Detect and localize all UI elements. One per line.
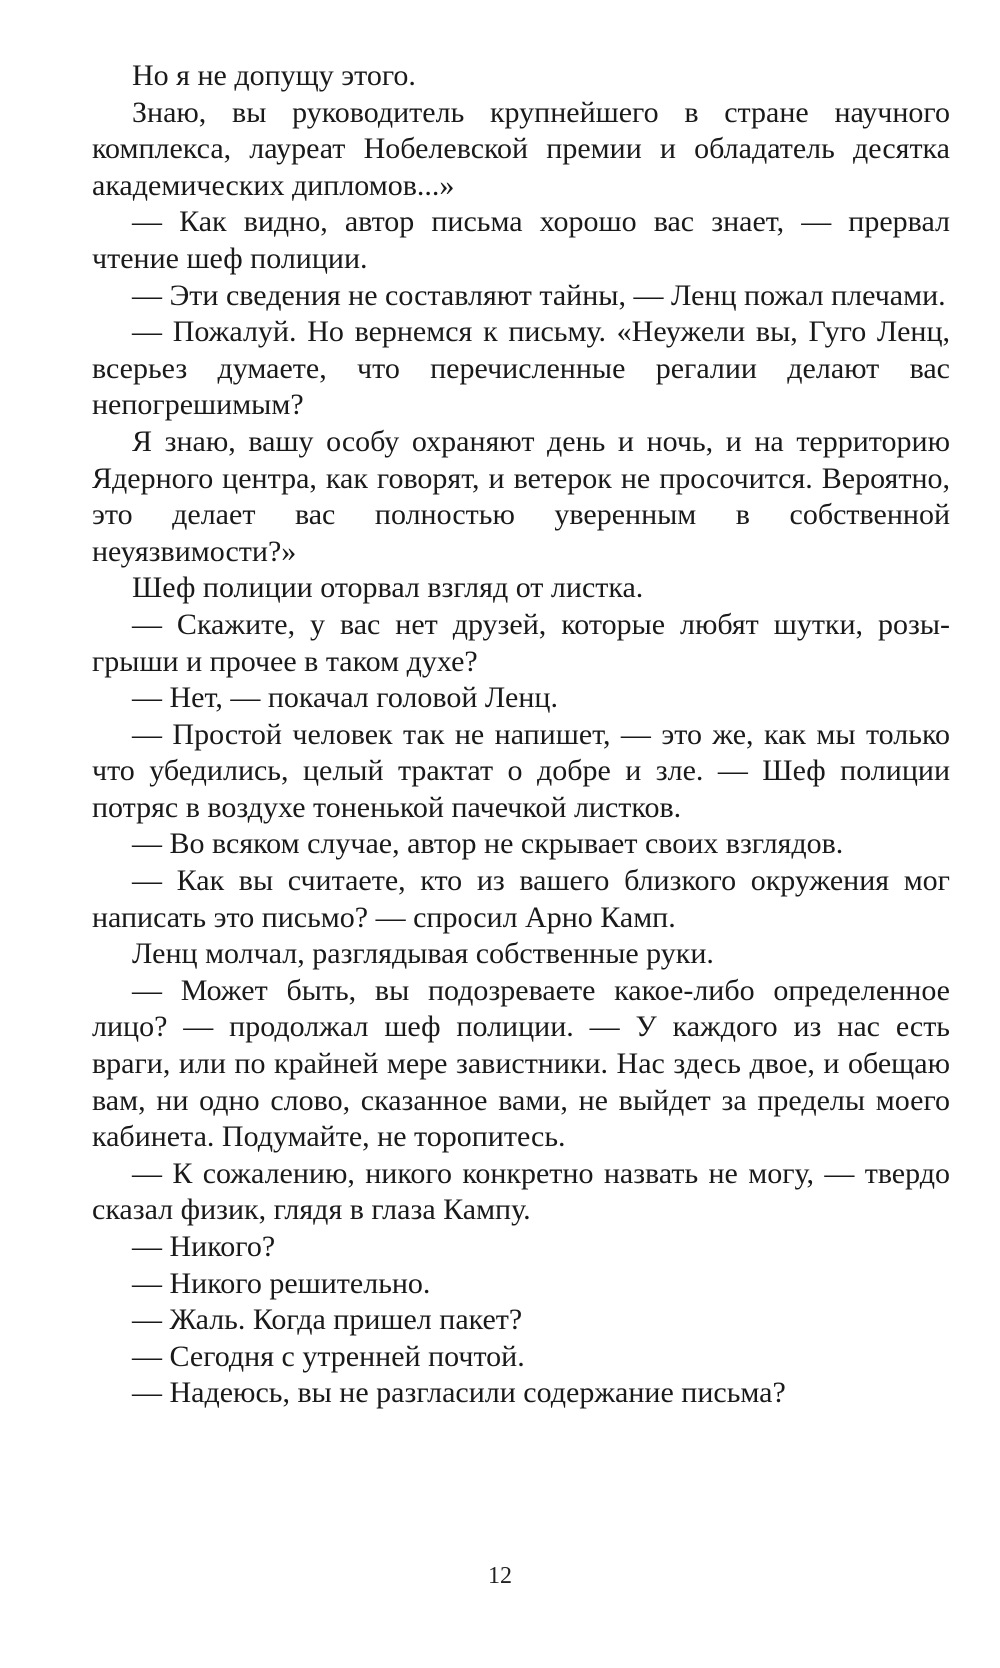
paragraph: — Сегодня с утренней почтой. <box>132 1339 525 1373</box>
paragraph: — Надеюсь, вы не разгласили содержание письма? <box>132 1376 786 1410</box>
paragraph: Но я не допущу этого. <box>132 59 416 92</box>
paragraph: Я знаю, вашу особу охраняют день и ночь, и на территорию Ядерного центра, как говорят, и ветерок не просочится. Вероятно, это делает вас полностью уверенным в собственной неуязвимости?» <box>92 424 950 568</box>
paragraph: — Эти сведения не составляют тайны, — Ленц пожал плечами. <box>132 278 946 312</box>
paragraph: Шеф полиции оторвал взгляд от листка. <box>132 571 644 605</box>
paragraph: — Простой человек так не напишет, — это же, как мы только что убедились, целый трактат о добре и зле. — Шеф полиции потряс в воздухе тоненькой пачечкой листков. <box>92 717 950 824</box>
paragraph: — Во всяком случае, автор не скрывает своих взглядов. <box>132 827 844 861</box>
page-body <box>92 58 950 1412</box>
page-number: 12 <box>488 1563 512 1589</box>
paragraph: — Может быть, вы подозреваете какое-либо определенное лицо? — продолжал шеф полиции. — У каждого из нас есть враги, или по крайней мере завистники. Нас здесь двое, и обещаю вам, ни одно слово, сказанное вами, не выйдет за пределы моего кабинета. Подумайте, не торопитесь. <box>92 973 950 1154</box>
paragraph: — Жаль. Когда пришел пакет? <box>132 1303 523 1337</box>
paragraph: — К сожалению, никого конкретно назвать не могу, — твердо сказал физик, глядя в глаза Кампу. <box>92 1156 950 1227</box>
paragraph: — Никого решительно. <box>132 1266 431 1300</box>
paragraph: — Никого? <box>132 1230 276 1263</box>
paragraph: — Скажите, у вас нет друзей, которые любят шутки, розыгрыши и прочее в таком духе? <box>92 607 950 678</box>
paragraph: Ленц молчал, разглядывая собственные руки. <box>132 937 714 971</box>
paragraph: — Пожалуй. Но вернемся к письму. «Неужели вы, Гуго Ленц, всерьез думаете, что перечисленные регалии делают вас непогрешимым? <box>92 315 950 422</box>
paragraph: — Как видно, автор письма хорошо вас знает, — прервал чтение шеф полиции. <box>92 205 950 275</box>
paragraph: Знаю, вы руководитель крупнейшего в стране научного комплекса, лауреат Нобелевской премии и обладатель десятка академических дипломов...» <box>92 95 950 202</box>
paragraph: — Нет, — покачал головой Ленц. <box>132 681 558 715</box>
paragraph: — Как вы считаете, кто из вашего близкого окружения мог написать это письмо? — спросил Арно Камп. <box>92 864 950 934</box>
